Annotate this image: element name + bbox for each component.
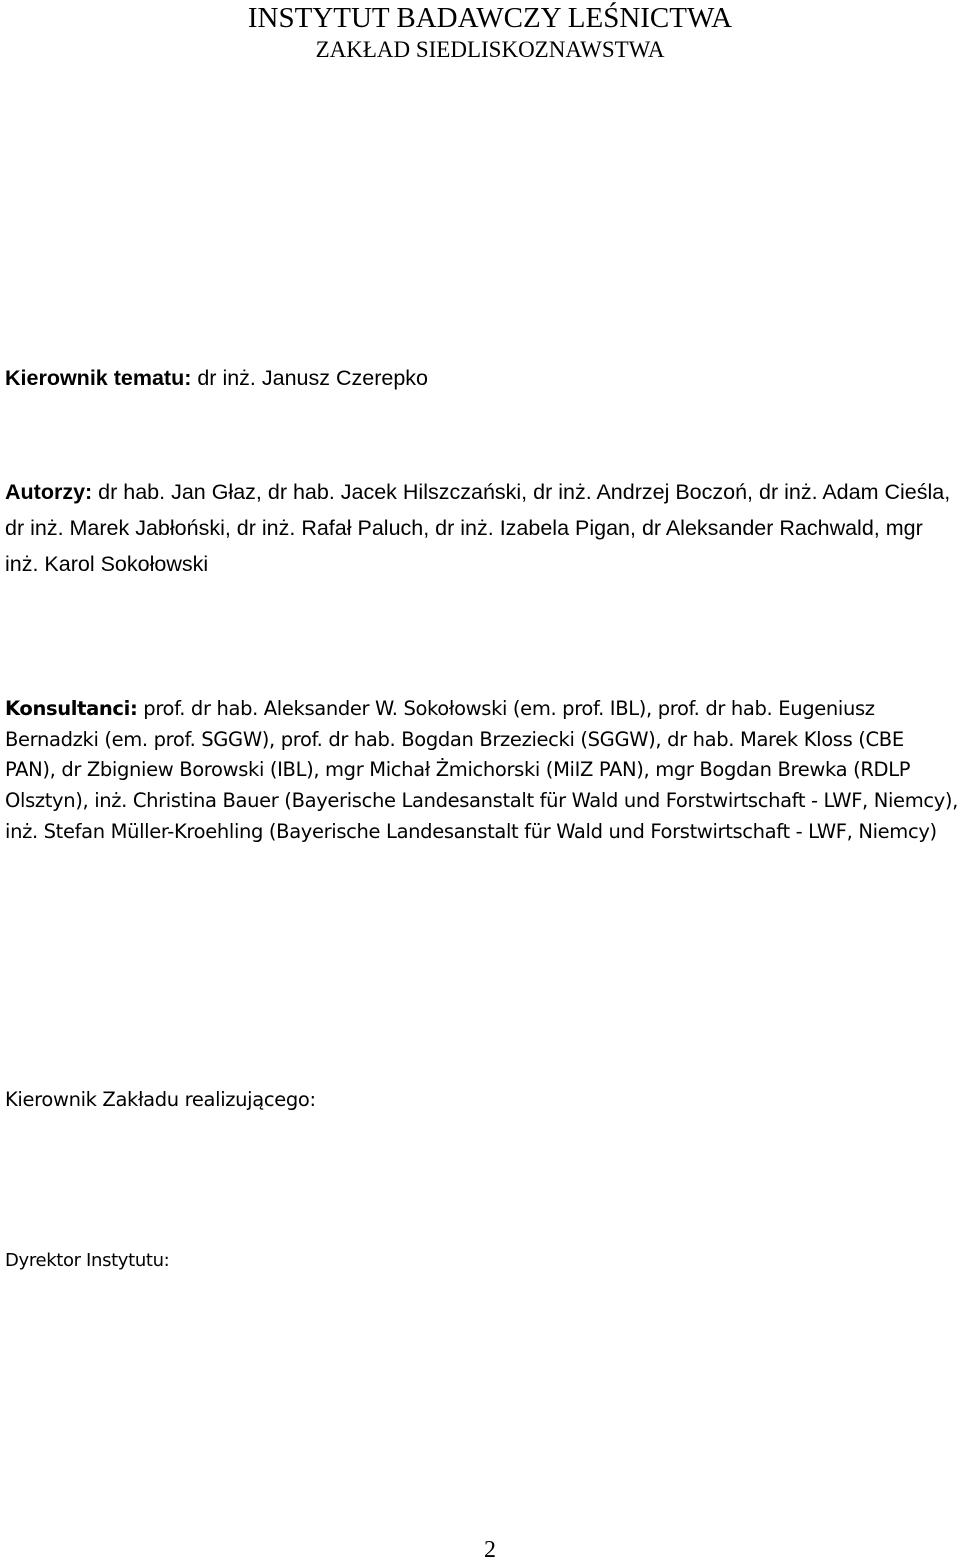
- project-lead-value: dr inż. Janusz Czerepko: [191, 366, 428, 390]
- department-head-label: Kierownik Zakładu realizującego:: [5, 1088, 316, 1111]
- authors-paragraph: [5, 474, 955, 582]
- consultants-label: Konsultanci:: [5, 697, 138, 720]
- consultants-value: prof. dr hab. Aleksander W. Sokołowski (em. prof. IBL), prof. dr hab. Eugeniusz Bernadzki (em. prof. SGGW), prof. dr hab. Bogdan Brzeziecki (SGGW), dr hab. Marek Kloss (CBE PAN), dr Zbigniew Borowski (IBL), mgr Michał Żmichorski (MiIZ PAN), mgr Bogdan Brewka (RDLP Olsztyn), inż. Christina Bauer (Bayerische Landesanstalt für Wald und Forstwirtschaft - LWF, Niemcy), inż. Stefan Müller-Kroehling (Bayerische Landesanstalt für Wald und Forstwirtschaft - LWF, Niemcy): [5, 697, 959, 843]
- project-lead-label: Kierownik tematu:: [5, 366, 192, 390]
- consultants-paragraph: [5, 694, 960, 848]
- authors-label: Autorzy:: [5, 480, 93, 504]
- institute-name: INSTYTUT BADAWCZY LEŚNICTWA: [247, 2, 733, 34]
- page-number: 2: [484, 1537, 496, 1563]
- department-name: ZAKŁAD SIEDLISKOZNAWSTWA: [315, 37, 665, 62]
- director-label: Dyrektor Instytutu:: [5, 1250, 170, 1271]
- project-lead-paragraph: [5, 360, 960, 396]
- authors-value: dr hab. Jan Głaz, dr hab. Jacek Hilszczański, dr inż. Andrzej Boczoń, dr inż. Adam Cieśla, dr inż. Marek Jabłoński, dr inż. Rafał Paluch, dr inż. Izabela Pigan, dr Aleksander Rachwald, mgr inż. Karol Sokołowski: [5, 480, 951, 576]
